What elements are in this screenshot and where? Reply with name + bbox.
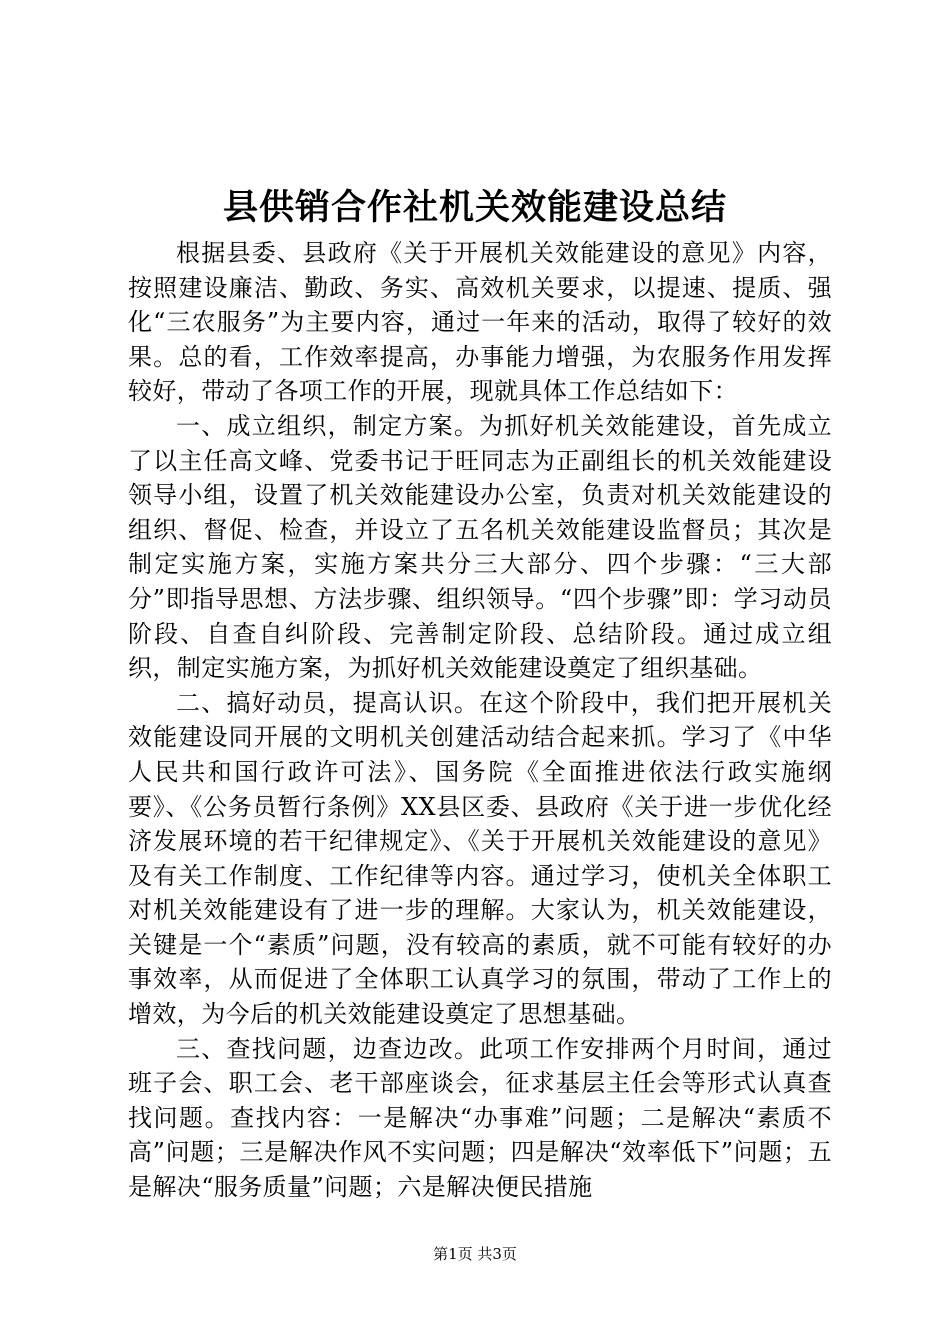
paragraph-section-3: 三、查找问题，边查边改。此项工作安排两个月时间，通过班子会、职工会、老干部座谈会，征求基层主任会等形式认真查找问题。查找内容：一是解决“办事难”问题；二是解决“素质不高”问题；三是解决作风不实问题；四是解决“效率低下”问题；五是解决“服务质量”问题；六是解决便民措施: [128, 1034, 832, 1202]
paragraph-section-1: 一、成立组织，制定方案。为抓好机关效能建设，首先成立了以主任高文峰、党委书记于旺同志为正副组长的机关效能建设领导小组，设置了机关效能建设办公室，负责对机关效能建设的组织、督促、检查，并设立了五名机关效能建设监督员；其次是制定实施方案，实施方案共分三大部分、四个步骤：“三大部分”即指导思想、方法步骤、组织领导。“四个步骤”即：学习动员阶段、自查自纠阶段、完善制定阶段、总结阶段。通过成立组织，制定实施方案，为抓好机关效能建设奠定了组织基础。: [128, 411, 832, 683]
page-footer: 第1页 共3页: [433, 1245, 517, 1263]
paragraph-section-2: 二、搞好动员，提高认识。在这个阶段中，我们把开展机关效能建设同开展的文明机关创建活动结合起来抓。学习了《中华人民共和国行政许可法》、国务院《全面推进依法行政实施纲要》、《公务员暂行条例》XX县区委、县政府《关于进一步优化经济发展环境的若干纪律规定》、《关于开展机关效能建设的意见》及有关工作制度、工作纪律等内容。通过学习，使机关全体职工对机关效能建设有了进一步的理解。大家认为，机关效能建设，关键是一个“素质”问题，没有较高的素质，就不可能有较好的办事效率，从而促进了全体职工认真学习的氛围，带动了工作上的增效，为今后的机关效能建设奠定了思想基础。: [128, 688, 832, 1029]
document-title: 县供销合作社机关效能建设总结: [222, 187, 727, 228]
paragraph-intro: 根据县委、县政府《关于开展机关效能建设的意见》内容，按照建设廉洁、勤政、务实、高效机关要求，以提速、提质、强化“三农服务”为主要内容，通过一年来的活动，取得了较好的效果。总的看，工作效率提高，办事能力增强，为农服务作用发挥较好，带动了各项工作的开展，现就具体工作总结如下：: [128, 239, 832, 406]
document-body: [128, 236, 832, 1205]
